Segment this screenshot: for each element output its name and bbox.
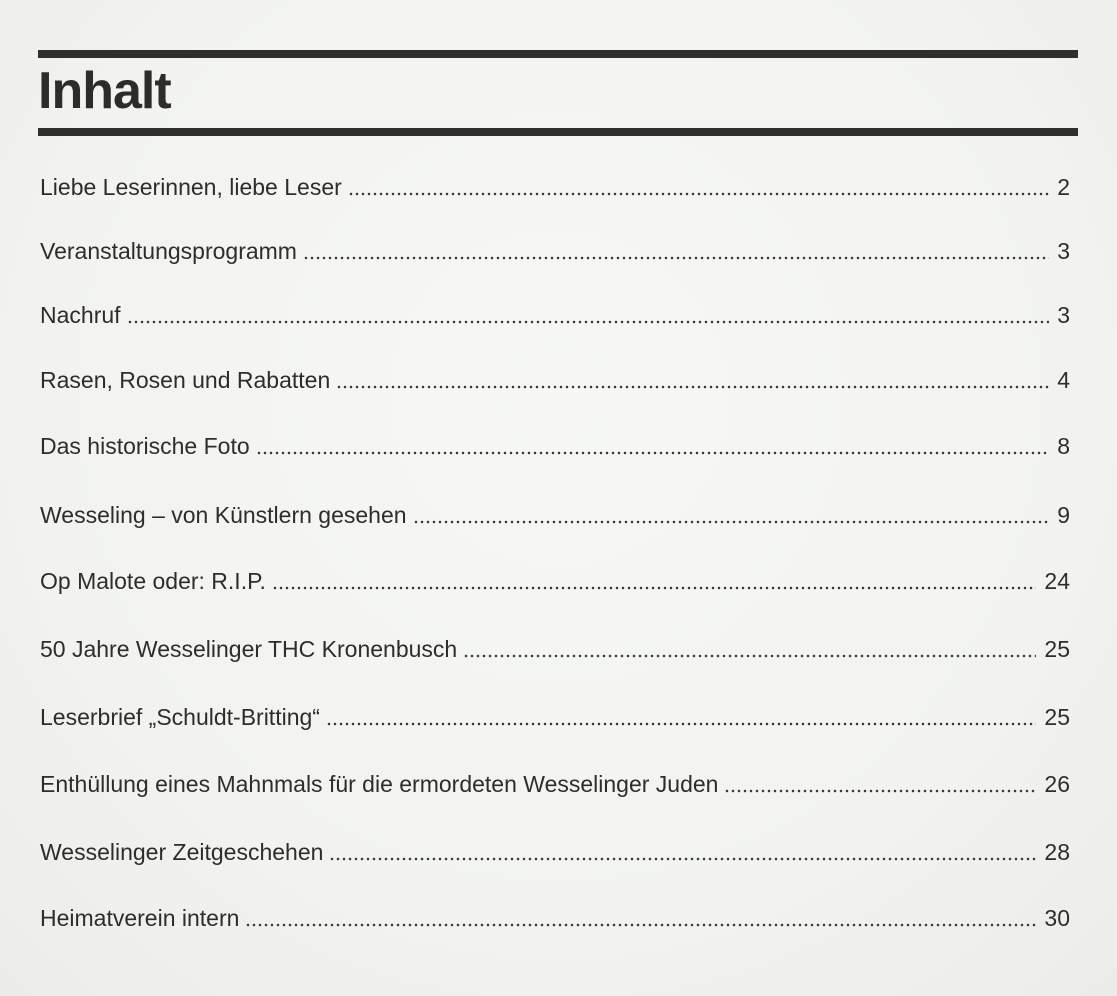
dot-leader — [463, 654, 1036, 658]
toc-entry-title: Das historische Foto — [40, 433, 250, 459]
dot-leader — [245, 923, 1036, 927]
toc-entry-title: Heimatverein intern — [40, 905, 240, 931]
dot-leader — [272, 586, 1037, 590]
dot-leader — [329, 857, 1036, 861]
toc-entry — [40, 701, 1070, 733]
toc-entry-title: Leserbrief „Schuldt-Britting“ — [40, 704, 320, 730]
toc-entry-page: 30 — [1044, 905, 1070, 931]
dot-leader — [303, 256, 1049, 260]
top-rule — [38, 50, 1078, 58]
toc-entry-page: 4 — [1057, 367, 1070, 393]
toc-entry — [40, 499, 1070, 531]
dot-leader — [336, 385, 1049, 389]
toc-entry — [40, 902, 1070, 934]
toc-entry — [40, 565, 1070, 597]
toc-entry-page: 2 — [1057, 174, 1070, 200]
toc-entry — [40, 364, 1070, 396]
toc-entry-page: 3 — [1057, 302, 1070, 328]
toc-entry — [40, 299, 1070, 331]
toc-entry-page: 25 — [1044, 704, 1070, 730]
toc-entry-page: 25 — [1044, 636, 1070, 662]
toc-entry-page: 28 — [1044, 839, 1070, 865]
toc-entry-title: Veranstaltungsprogramm — [40, 238, 297, 264]
dot-leader — [256, 451, 1050, 455]
toc-entry — [40, 836, 1070, 868]
toc-entry-page: 8 — [1057, 433, 1070, 459]
toc-entry-title: Wesseling – von Künstlern gesehen — [40, 502, 407, 528]
toc-entry-page: 9 — [1057, 502, 1070, 528]
toc-entry — [40, 430, 1070, 462]
dot-leader — [348, 192, 1049, 196]
dot-leader — [127, 320, 1050, 324]
toc-entry-title: Op Malote oder: R.I.P. — [40, 568, 266, 594]
toc-entry-title: Wesselinger Zeitgeschehen — [40, 839, 324, 865]
toc-entry — [40, 768, 1070, 800]
toc-entry-page: 24 — [1044, 568, 1070, 594]
toc-entry — [40, 235, 1070, 267]
toc-entry-title: Enthüllung eines Mahnmals für die ermordeten Wesselinger Juden — [40, 771, 719, 797]
toc-entry-title: Rasen, Rosen und Rabatten — [40, 367, 331, 393]
toc-entry — [40, 633, 1070, 665]
toc-entry-page: 3 — [1057, 238, 1070, 264]
dot-leader — [724, 789, 1036, 793]
toc-entry-title: Nachruf — [40, 302, 121, 328]
toc-entry-title: 50 Jahre Wesselinger THC Kronenbusch — [40, 636, 458, 662]
bottom-rule — [38, 128, 1078, 136]
dot-leader — [326, 722, 1036, 726]
toc-entry-page: 26 — [1044, 771, 1070, 797]
page-title: Inhalt — [38, 62, 171, 120]
dot-leader — [413, 520, 1050, 524]
toc-entry-title: Liebe Leserinnen, liebe Leser — [40, 174, 342, 200]
toc-entry — [40, 171, 1070, 203]
